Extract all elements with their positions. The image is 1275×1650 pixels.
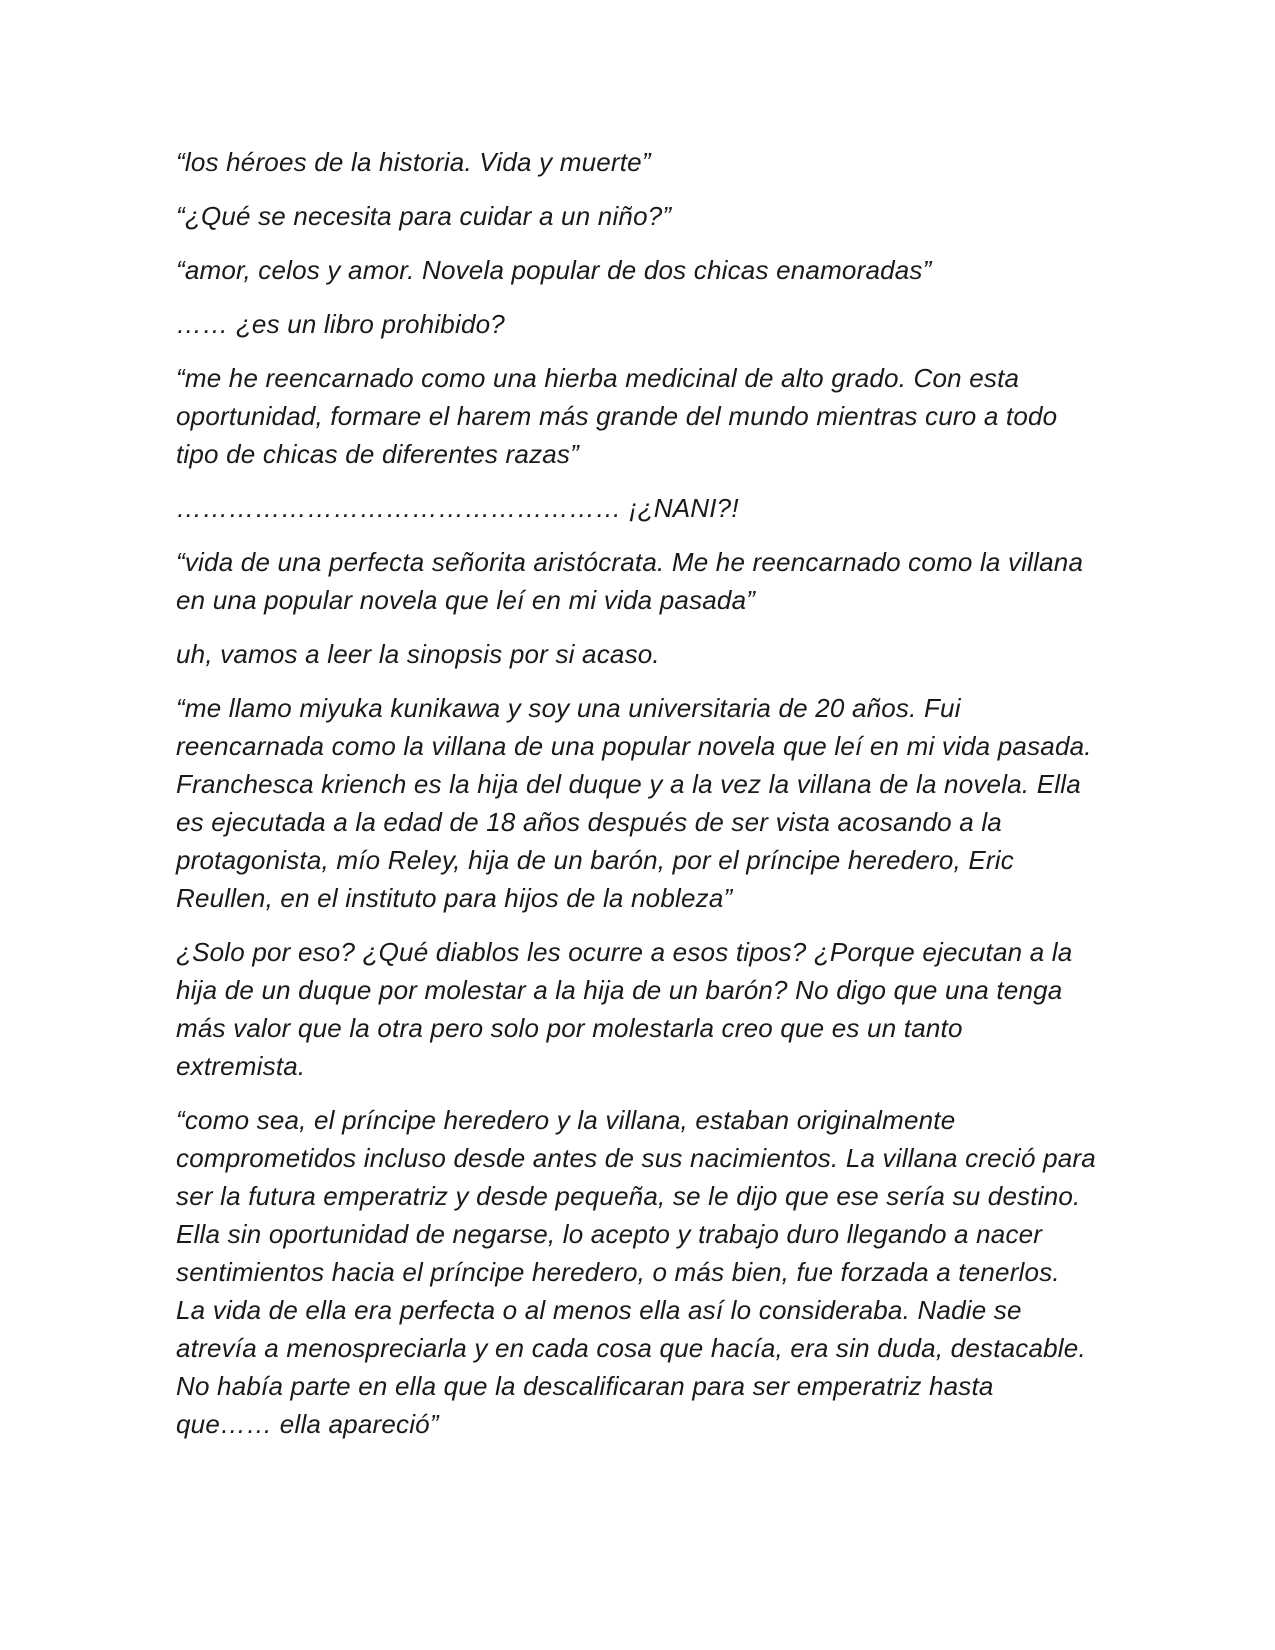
paragraph-2: “¿Qué se necesita para cuidar a un niño?” xyxy=(176,201,672,231)
paragraph-5: “me he reencarnado como una hierba medicinal de alto grado. Con esta oportunidad, formare el harem más grande del mundo mientras curo a todo tipo de chicas de diferentes razas” xyxy=(176,363,1058,469)
paragraph-10: ¿Solo por eso? ¿Qué diablos les ocurre a esos tipos? ¿Porque ejecutan a la hija de un duque por molestar a la hija de un barón? No digo que una tenga más valor que la otra pero solo por molestarla creo que es un tanto extremista. xyxy=(176,937,1073,1081)
paragraph-7: “vida de una perfecta señorita aristócrata. Me he reencarnado como la villana en una popular novela que leí en mi vida pasada” xyxy=(176,547,1084,615)
paragraph-11: “como sea, el príncipe heredero y la villana, estaban originalmente comprometidos incluso desde antes de sus nacimientos. La villana creció para ser la futura emperatriz y desde pequeña, se le dijo que ese sería su destino. Ella sin oportunidad de negarse, lo acepto y trabajo duro llegando a nacer sentimientos hacia el príncipe heredero, o más bien, fue forzada a tenerlos. La vida de ella era perfecta o al menos ella así lo consideraba. Nadie se atrevía a menospreciarla y en cada cosa que hacía, era sin duda, destacable. No había parte en ella que la descalificaran para ser emperatriz hasta que…… ella apareció” xyxy=(176,1105,1096,1439)
paragraph-1: “los héroes de la historia. Vida y muerte” xyxy=(176,147,651,177)
document-body xyxy=(176,143,1096,1459)
paragraph-3: “amor, celos y amor. Novela popular de dos chicas enamoradas” xyxy=(176,255,932,285)
paragraph-6: …………………………………………… ¡¿NANI?! xyxy=(176,493,739,523)
paragraph-8: uh, vamos a leer la sinopsis por si acaso. xyxy=(176,639,660,669)
paragraph-9: “me llamo miyuka kunikawa y soy una universitaria de 20 años. Fui reencarnada como la villana de una popular novela que leí en mi vida pasada. Franchesca kriench es la hija del duque y a la vez la villana de la novela. Ella es ejecutada a la edad de 18 años después de ser vista acosando a la protagonista, mío Reley, hija de un barón, por el príncipe heredero, Eric Reullen, en el instituto para hijos de la nobleza” xyxy=(176,693,1092,913)
paragraph-4: …… ¿es un libro prohibido? xyxy=(176,309,505,339)
